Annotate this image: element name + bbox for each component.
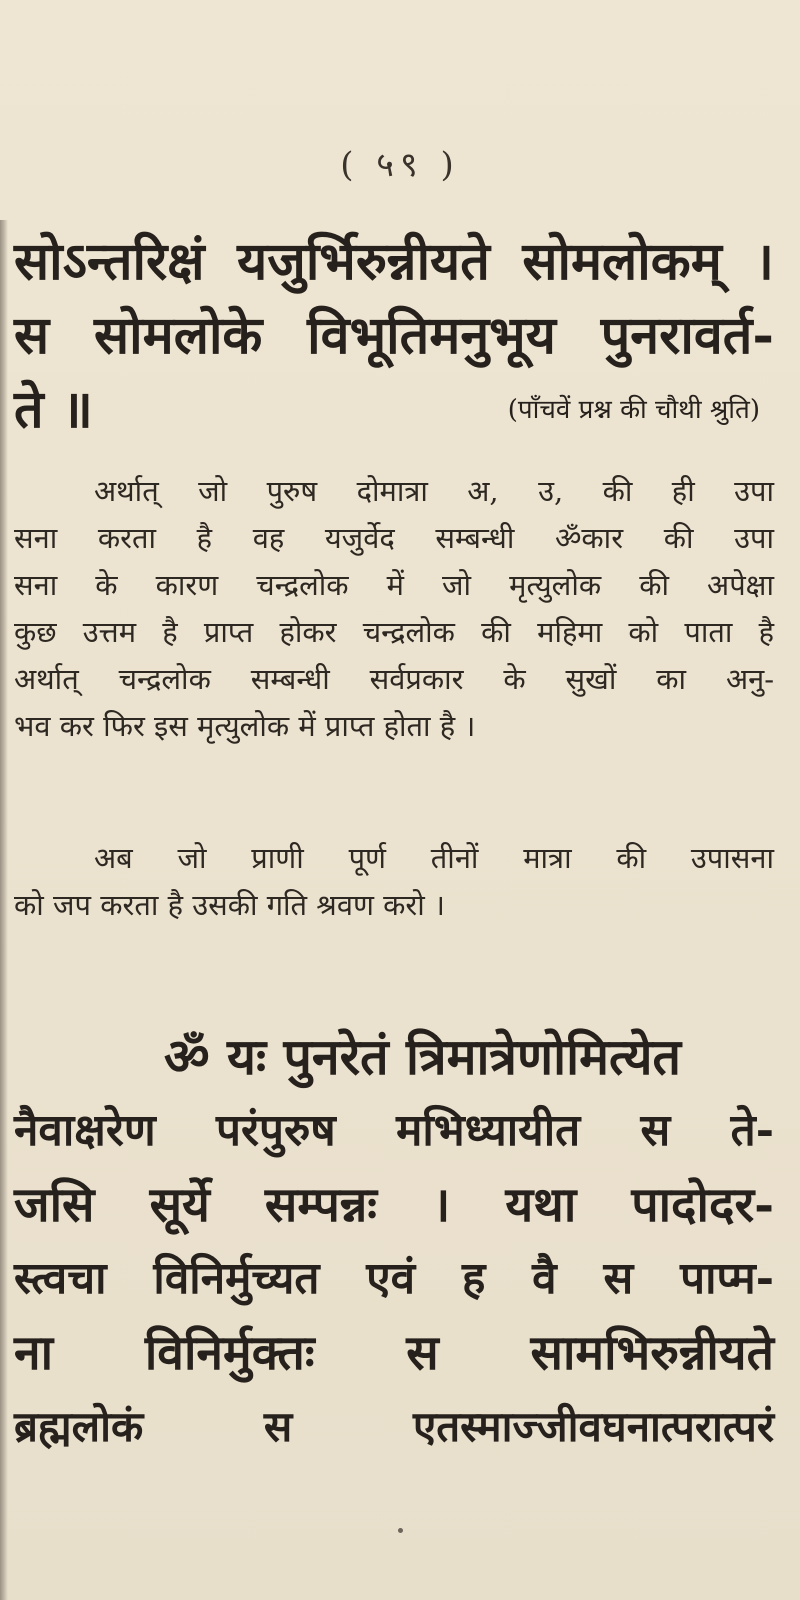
hindi-commentary-1 <box>14 468 774 750</box>
commentary-line: को जप करता है उसकी गति श्रवण करो । <box>14 888 445 922</box>
mantra-line: ब्रह्मलोकं स एतस्माज्जीवघनात्परात्परं <box>14 1402 774 1451</box>
commentary-line: अर्थात् चन्द्रलोक सम्बन्धी सर्वप्रकार के सुखों का अनु- <box>14 662 774 696</box>
sanskrit-mantra-block-1 <box>14 225 774 447</box>
mantra-source-reference: (पाँचवें प्रश्न की चौथी श्रुति) <box>507 395 760 425</box>
commentary-line: सना के कारण चन्द्रलोक में जो मृत्युलोक की अपेक्षा <box>14 568 774 602</box>
commentary-line: कुछ उत्तम है प्राप्त होकर चन्द्रलोक की महिमा को पाता है <box>14 615 774 649</box>
mantra-line: ते ॥ <box>14 379 93 440</box>
mantra-line: जसि सूर्ये सम्पन्नः । यथा पादोदर- <box>14 1177 774 1233</box>
page-number: ( ५९ ) <box>340 145 460 185</box>
commentary-line: सना करता है वह यजुर्वेद सम्बन्धी ॐकार की उपा <box>14 521 774 555</box>
sanskrit-mantra-block-2 <box>14 1020 774 1464</box>
mantra-line: स्त्वचा विनिर्मुच्यत एवं ह वै स पाप्म- <box>14 1253 774 1304</box>
mantra-line: सोऽन्तरिक्षं यजुर्भिरुन्नीयते सोमलोकम् । <box>14 231 774 292</box>
commentary-line: भव कर फिर इस मृत्युलोक में प्राप्त होता है । <box>14 709 476 743</box>
commentary-line: अर्थात् जो पुरुष दोमात्रा अ, उ, की ही उपा <box>94 474 774 508</box>
commentary-line: अब जो प्राणी पूर्ण तीनों मात्रा की उपासना <box>94 841 774 875</box>
mantra-line: ना विनिर्मुक्तः स सामभिरुन्नीयते <box>14 1325 774 1381</box>
mantra-line: नैवाक्षरेण परंपुरुष मभिध्यायीत स ते- <box>14 1105 774 1156</box>
mantra-line: स सोमलोके विभूतिमनुभूय पुनरावर्त- <box>14 305 774 366</box>
mantra-line: ॐ यः पुनरेतं त्रिमात्रेणोमित्येत <box>164 1027 681 1086</box>
hindi-commentary-2 <box>14 835 774 929</box>
mantra-line-with-source <box>14 373 774 447</box>
page-binding-edge <box>0 220 8 1600</box>
paper-speck <box>398 1528 403 1533</box>
